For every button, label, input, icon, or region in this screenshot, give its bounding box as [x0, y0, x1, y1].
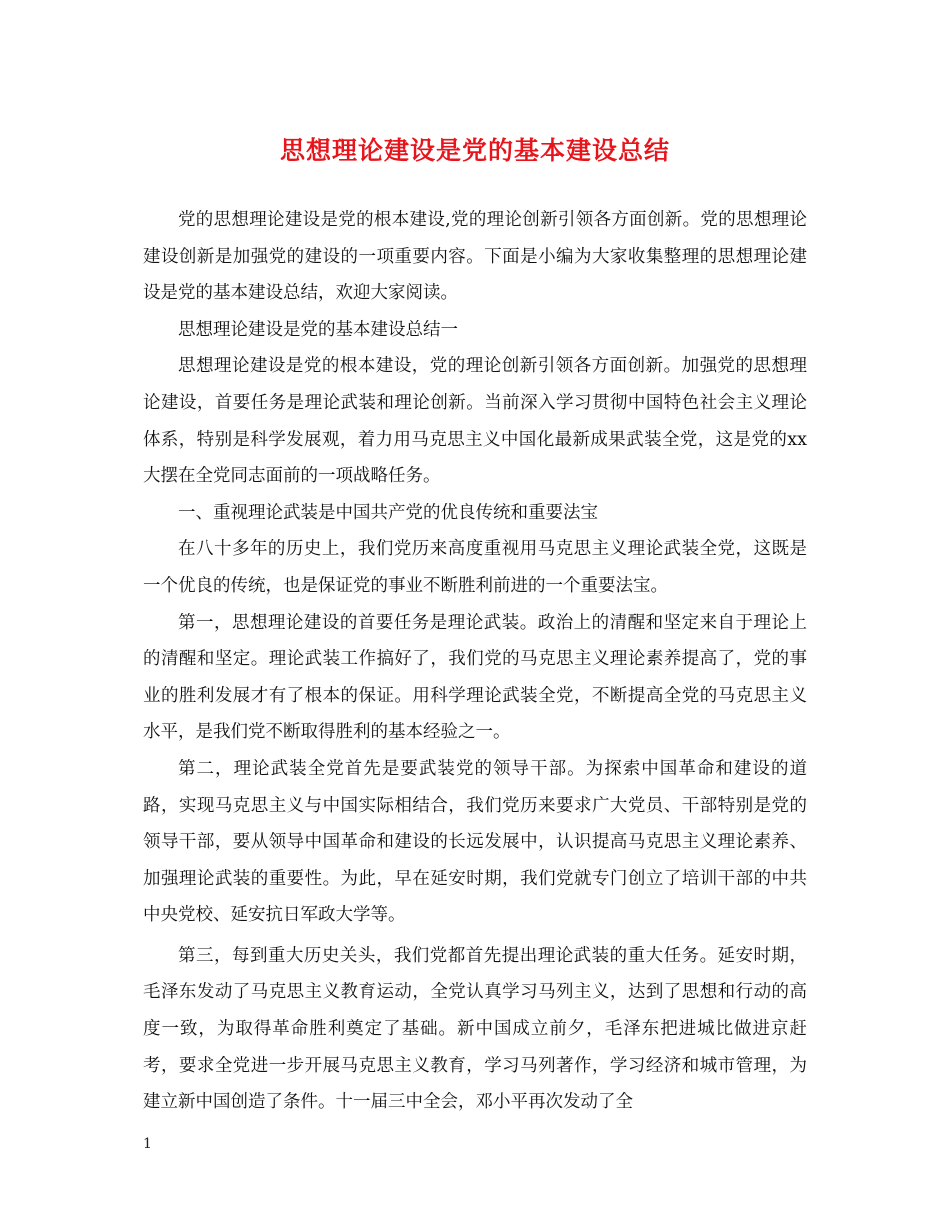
document-title: 思想理论建设是党的基本建设总结 — [279, 136, 670, 165]
paragraph-4: 第二，理论武装全党首先是要武装党的领导干部。为探索中国革命和建设的道路，实现马克思主义与中国实际相结合，我们党历来要求广大党员、干部特别是党的领导干部，要从领导中国革命和建设的长远发展中，认识提高马克思主义理论素养、加强理论武装的重要性。为此，早在延安时期，我们党就专门创立了培训干部的中共中央党校、延安抗日军政大学等。 — [143, 758, 807, 926]
page-number: 1 — [143, 1136, 152, 1152]
paragraph-2: 在八十多年的历史上，我们党历来高度重视用马克思主义理论武装全党，这既是一个优良的传统，也是保证党的事业不断胜利前进的一个重要法宝。 — [143, 539, 807, 596]
section-heading-1: 思想理论建设是党的基本建设总结一 — [178, 319, 458, 340]
paragraph-1: 思想理论建设是党的根本建设，党的理论创新引领各方面创新。加强党的思想理论建设，首要任务是理论武装和理论创新。当前深入学习贯彻中国特色社会主义理论体系，特别是科学发展观，着力用马克思主义中国化最新成果武装全党，这是党的xx大摆在全党同志面前的一项战略任务。 — [143, 356, 807, 487]
document-body — [143, 202, 807, 1121]
subheading-1: 一、重视理论武装是中国共产党的优良传统和重要法宝 — [178, 502, 598, 523]
paragraph-5: 第三，每到重大历史关头，我们党都首先提出理论武装的重大任务。延安时期，毛泽东发动了马克思主义教育运动，全党认真学习马列主义，达到了思想和行动的高度一致，为取得革命胜利奠定了基础。新中国成立前夕，毛泽东把进城比做进京赶考，要求全党进一步开展马克思主义教育，学习马列著作，学习经济和城市管理，为建立新中国创造了条件。十一届三中全会，邓小平再次发动了全 — [143, 945, 807, 1113]
paragraph-intro: 党的思想理论建设是党的根本建设,党的理论创新引领各方面创新。党的思想理论建设创新是加强党的建设的一项重要内容。下面是小编为大家收集整理的思想理论建设是党的基本建设总结，欢迎大家阅读。 — [143, 210, 807, 304]
paragraph-3: 第一，思想理论建设的首要任务是理论武装。政治上的清醒和坚定来自于理论上的清醒和坚定。理论武装工作搞好了，我们党的马克思主义理论素养提高了，党的事业的胜利发展才有了根本的保证。用科学理论武装全党，不断提高全党的马克思主义水平，是我们党不断取得胜利的基本经验之一。 — [143, 612, 807, 743]
